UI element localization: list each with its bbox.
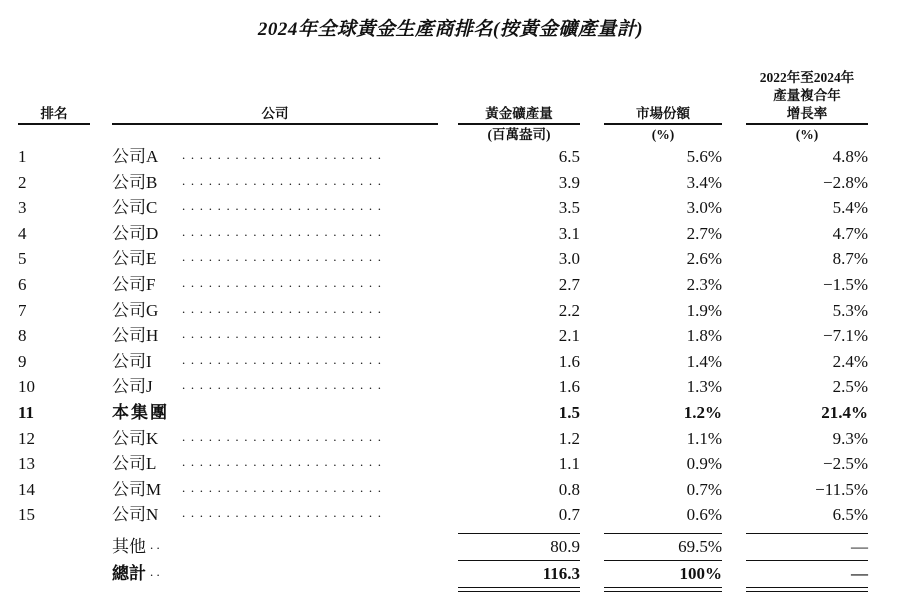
production-cell: 3.0 bbox=[558, 249, 580, 269]
header-production: 黃金礦產量 bbox=[485, 106, 553, 121]
cagr-cell: −1.5% bbox=[823, 275, 868, 294]
company-cell: 公司F bbox=[112, 275, 156, 294]
cagr-cell: 6.5% bbox=[832, 505, 868, 525]
cagr-cell: 5.3% bbox=[832, 300, 868, 320]
production-cell: 3.1 bbox=[558, 223, 580, 243]
production-cell: 0.7 bbox=[558, 505, 580, 525]
rank-cell: 9 bbox=[18, 351, 27, 371]
production-cell: 0.8 bbox=[558, 479, 580, 499]
leader-dots: . . . . . . . . . . . . . . . . . . . . . . . bbox=[182, 377, 383, 393]
cagr-cell: −11.5% bbox=[815, 479, 868, 499]
header-rank: 排名 bbox=[40, 106, 68, 121]
company-cell: 公司A bbox=[112, 147, 159, 166]
cagr-cell: 5.4% bbox=[832, 198, 868, 218]
company-cell: 公司H bbox=[112, 326, 159, 346]
share-subtotal-rule bbox=[604, 533, 722, 534]
rank-cell: 3 bbox=[18, 198, 27, 218]
share-cell: 2.6% bbox=[686, 249, 722, 269]
header-cagr-unit: (%) bbox=[795, 127, 819, 142]
rank-cell: 15 bbox=[18, 505, 35, 525]
header-production-underline bbox=[458, 123, 580, 125]
header-share: 市場份額 bbox=[636, 106, 690, 121]
total-cagr-cell: — bbox=[851, 564, 868, 583]
rank-cell: 8 bbox=[18, 326, 27, 346]
share-cell: 1.8% bbox=[686, 326, 722, 346]
leader-dots: . . . . . . . . . . . . . . . . . . . . . . . bbox=[182, 428, 383, 444]
cagr-cell: 2.5% bbox=[832, 377, 868, 397]
production-double-rule bbox=[458, 587, 580, 592]
others-company-cell: 其他 bbox=[112, 537, 146, 556]
company-cell: 公司J bbox=[112, 377, 153, 397]
production-cell: 1.1 bbox=[558, 454, 580, 474]
company-cell: 公司I bbox=[112, 351, 152, 371]
company-cell: 公司E bbox=[112, 249, 157, 269]
share-cell: 0.9% bbox=[686, 454, 722, 474]
production-cell: 3.5 bbox=[558, 198, 580, 218]
leader-dots: . . bbox=[150, 564, 160, 579]
share-cell: 0.6% bbox=[686, 505, 722, 525]
header-rank-underline bbox=[18, 123, 90, 125]
header-cagr-line2: 產量複合年 bbox=[773, 88, 841, 103]
share-double-rule bbox=[604, 587, 722, 592]
leader-dots: . . . . . . . . . . . . . . . . . . . . . . . bbox=[182, 300, 383, 316]
share-cell: 2.3% bbox=[686, 275, 722, 294]
rank-cell: 13 bbox=[18, 454, 35, 474]
cagr-cell: −2.8% bbox=[823, 172, 868, 192]
production-cell: 2.1 bbox=[558, 326, 580, 346]
share-total-rule bbox=[604, 560, 722, 561]
cagr-cell: 4.7% bbox=[832, 223, 868, 243]
company-cell: 公司K bbox=[112, 428, 159, 448]
header-production-unit: (百萬盎司) bbox=[487, 127, 551, 142]
leader-dots: . . . . . . . . . . . . . . . . . . . . . . . bbox=[182, 249, 383, 265]
company-cell: 公司C bbox=[112, 198, 158, 218]
share-cell: 2.7% bbox=[686, 223, 722, 243]
page-title: 2024年全球黃金生產商排名(按黃金礦產量計) bbox=[257, 19, 644, 40]
company-cell: 本集團 bbox=[112, 403, 169, 422]
production-cell: 2.7 bbox=[558, 275, 580, 294]
others-production-cell: 80.9 bbox=[550, 537, 580, 556]
leader-dots: . . . . . . . . . . . . . . . . . . . . . . . bbox=[182, 198, 383, 214]
header-company-underline bbox=[112, 123, 438, 125]
cagr-double-rule bbox=[746, 587, 868, 592]
rank-cell: 4 bbox=[18, 223, 27, 243]
cagr-cell: 2.4% bbox=[832, 351, 868, 371]
company-cell: 公司G bbox=[112, 300, 159, 320]
cagr-cell: −2.5% bbox=[823, 454, 868, 474]
rank-cell: 7 bbox=[18, 300, 27, 320]
header-cagr-line3: 增長率 bbox=[786, 106, 828, 121]
production-cell: 3.9 bbox=[558, 172, 580, 192]
rank-cell: 10 bbox=[18, 377, 35, 397]
leader-dots: . . . . . . . . . . . . . . . . . . . . . . . bbox=[182, 454, 383, 470]
production-cell: 6.5 bbox=[558, 147, 580, 166]
production-cell: 1.6 bbox=[558, 351, 580, 371]
company-cell: 公司N bbox=[112, 505, 159, 525]
leader-dots: . . . . . . . . . . . . . . . . . . . . . . . bbox=[182, 172, 383, 188]
rank-cell: 6 bbox=[18, 275, 27, 294]
share-cell: 0.7% bbox=[686, 479, 722, 499]
others-share-cell: 69.5% bbox=[678, 537, 722, 556]
company-cell: 公司B bbox=[112, 172, 158, 192]
share-cell: 1.4% bbox=[686, 351, 722, 371]
leader-dots: . . . . . . . . . . . . . . . . . . . . . . . bbox=[182, 223, 383, 239]
rank-cell: 5 bbox=[18, 249, 27, 269]
total-company-cell: 總計 bbox=[112, 564, 146, 583]
share-cell: 1.3% bbox=[686, 377, 722, 397]
header-company: 公司 bbox=[261, 106, 289, 121]
production-total-rule bbox=[458, 560, 580, 561]
production-cell: 1.6 bbox=[558, 377, 580, 397]
cagr-cell: 4.8% bbox=[832, 147, 868, 166]
company-cell: 公司M bbox=[112, 479, 162, 499]
cagr-subtotal-rule bbox=[746, 533, 868, 534]
rank-cell: 2 bbox=[18, 172, 27, 192]
company-cell: 公司L bbox=[112, 454, 157, 474]
production-cell: 1.5 bbox=[558, 403, 580, 422]
share-cell: 5.6% bbox=[686, 147, 722, 166]
total-share-cell: 100% bbox=[679, 564, 722, 583]
cagr-cell: 8.7% bbox=[832, 249, 868, 269]
share-cell: 1.9% bbox=[686, 300, 722, 320]
cagr-cell: 21.4% bbox=[821, 403, 868, 422]
leader-dots: . . . . . . . . . . . . . . . . . . . . . . . bbox=[182, 351, 383, 367]
share-cell: 3.4% bbox=[686, 172, 722, 192]
leader-dots: . . . . . . . . . . . . . . . . . . . . . . . bbox=[182, 275, 383, 290]
header-cagr-underline bbox=[746, 123, 868, 125]
cagr-cell: −7.1% bbox=[823, 326, 868, 346]
rank-cell: 14 bbox=[18, 479, 35, 499]
header-share-unit: (%) bbox=[651, 127, 675, 142]
company-cell: 公司D bbox=[112, 223, 159, 243]
production-cell: 2.2 bbox=[558, 300, 580, 320]
total-production-cell: 116.3 bbox=[542, 564, 580, 583]
cagr-cell: 9.3% bbox=[832, 428, 868, 448]
header-share-underline bbox=[604, 123, 722, 125]
leader-dots: . . . . . . . . . . . . . . . . . . . . . . . bbox=[182, 147, 383, 162]
leader-dots: . . . . . . . . . . . . . . . . . . . . . . . bbox=[182, 505, 383, 521]
header-cagr-line1: 2022年至2024年 bbox=[759, 70, 855, 85]
cagr-total-rule bbox=[746, 560, 868, 561]
leader-dots: . . bbox=[150, 537, 160, 552]
rank-cell: 11 bbox=[18, 403, 35, 422]
rank-cell: 1 bbox=[18, 147, 27, 166]
production-subtotal-rule bbox=[458, 533, 580, 534]
share-cell: 3.0% bbox=[686, 198, 722, 218]
share-cell: 1.2% bbox=[683, 403, 722, 422]
others-cagr-cell: — bbox=[851, 537, 868, 556]
production-cell: 1.2 bbox=[558, 428, 580, 448]
share-cell: 1.1% bbox=[686, 428, 722, 448]
leader-dots: . . . . . . . . . . . . . . . . . . . . . . . bbox=[182, 326, 383, 342]
leader-dots: . . . . . . . . . . . . . . . . . . . . . . . bbox=[182, 479, 383, 495]
rank-cell: 12 bbox=[18, 428, 35, 448]
